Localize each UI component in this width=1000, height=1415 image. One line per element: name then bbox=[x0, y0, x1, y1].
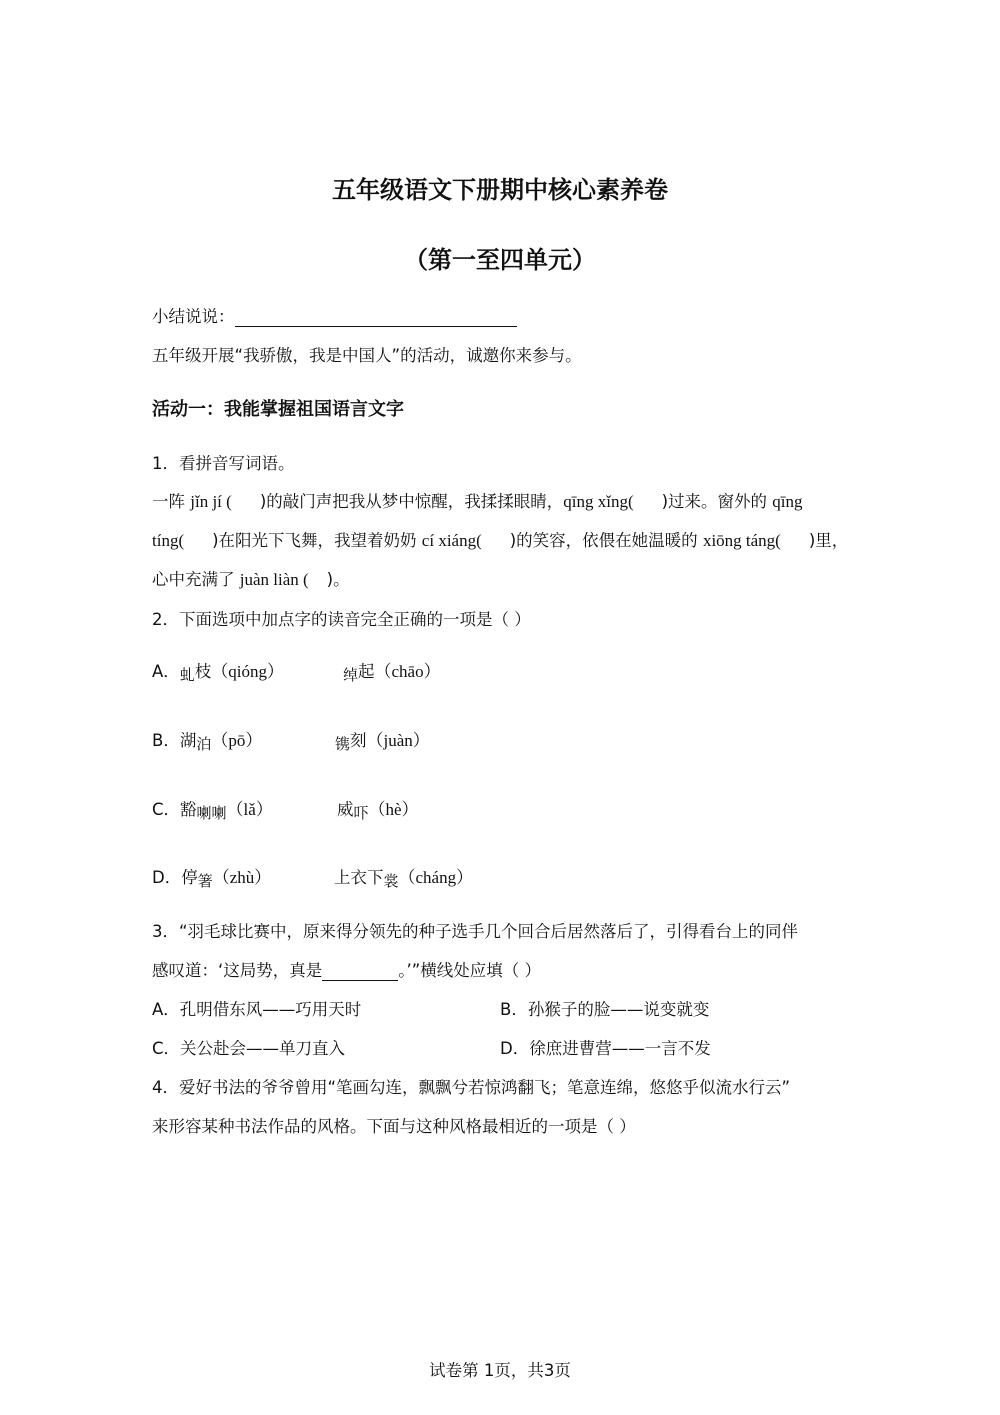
q2-option-c-word2: 威吓（hè） bbox=[337, 800, 419, 822]
summary-line bbox=[152, 303, 517, 327]
summary-label: 小结说说： bbox=[152, 307, 235, 326]
page-subtitle: （第一至四单元） bbox=[404, 246, 596, 274]
q4-line-1: 4．爱好书法的爷爷曾用“笔画勾连，飘飘兮若惊鸿翻飞；笔意连绵，悠悠乎似流水行云” bbox=[152, 1078, 791, 1097]
q3-blank[interactable] bbox=[322, 961, 398, 981]
q2-option-a-word2: 绰起（chāo） bbox=[343, 662, 441, 684]
q2-option-b-word2: 镌刻（juàn） bbox=[335, 731, 430, 753]
q2-option-d-word2: 上衣下裳（cháng） bbox=[334, 868, 474, 890]
page-footer: 试卷第 1页，共3页 bbox=[429, 1361, 571, 1380]
q1-line-2: tíng( )在阳光下飞舞，我望着奶奶 cí xiáng( )的笑容，依偎在她温暖的 xiōng táng( )里， bbox=[152, 531, 849, 550]
q2-option-b[interactable]: B．湖泊（pō） bbox=[152, 731, 263, 753]
summary-blank[interactable] bbox=[235, 307, 517, 327]
q3-option-a[interactable]: A．孔明借东风——巧用天时 bbox=[152, 1000, 362, 1019]
q2-option-a[interactable]: A．虬枝（qióng） bbox=[152, 662, 285, 684]
q3-line-1: 3．“羽毛球比赛中，原来得分领先的种子选手几个回合后居然落后了，引得看台上的同伴 bbox=[152, 922, 799, 941]
page-title: 五年级语文下册期中核心素养卷 bbox=[332, 176, 668, 204]
q4-line-2: 来形容某种书法作品的风格。下面与这种风格最相近的一项是（ ） bbox=[152, 1117, 636, 1136]
q3-option-b[interactable]: B．孙猴子的脸——说变就变 bbox=[500, 1000, 710, 1019]
q3-option-d[interactable]: D．徐庶进曹营——一言不发 bbox=[500, 1039, 711, 1058]
section-heading: 活动一：我能掌握祖国语言文字 bbox=[152, 399, 404, 420]
q3-line-2: 感叹道：‘这局势，真是 。’”横线处应填（ ） bbox=[152, 961, 542, 980]
intro-text: 五年级开展“我骄傲，我是中国人”的活动，诚邀你来参与。 bbox=[152, 346, 582, 365]
q3-option-c[interactable]: C．关公赴会——单刀直入 bbox=[152, 1039, 346, 1058]
q2-option-c[interactable]: C．豁喇喇（lǎ） bbox=[152, 800, 273, 822]
q2-option-d[interactable]: D．停箸（zhù） bbox=[152, 868, 272, 890]
q1-stem: 1．看拼音写词语。 bbox=[152, 454, 295, 473]
q1-line-3: 心中充满了 juàn liàn ( )。 bbox=[152, 570, 350, 589]
q1-line-1: 一阵 jǐn jí ( )的敲门声把我从梦中惊醒，我揉揉眼睛，qīng xǐng( )过来。窗外的 qīng bbox=[152, 492, 803, 511]
q2-stem: 2．下面选项中加点字的读音完全正确的一项是（ ） bbox=[152, 610, 531, 629]
